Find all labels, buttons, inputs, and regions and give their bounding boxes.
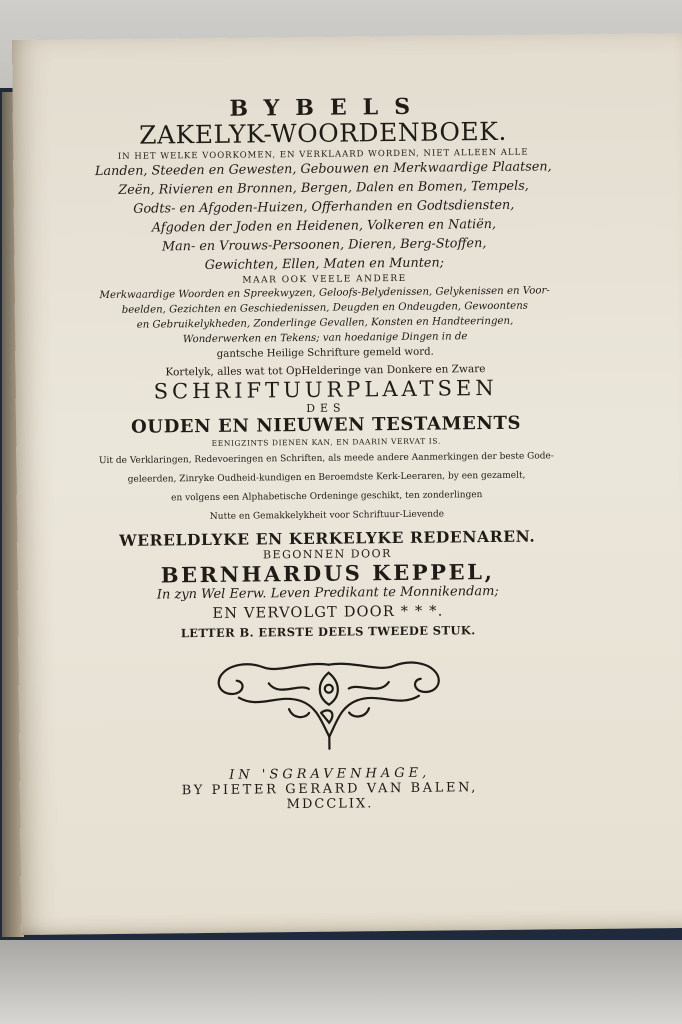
title-bybels: BYBELS	[229, 93, 427, 122]
author-title: In zyn Wel Eerw. Leven Predikant te Monnikendam;	[156, 583, 499, 603]
sources-line-2: geleerden, Zinryke Oudheid-kundigen en Beroemdste Kerk-Leeraren, by een gezamelt,	[127, 470, 526, 485]
imprint-year: MDCCLIX.	[286, 796, 374, 813]
background-table	[0, 940, 682, 1024]
subject-line-4: Afgoden der Joden en Heidenen, Volkeren en Natiën,	[151, 216, 497, 236]
sources-line-4: Nutte en Gemakkelykheit voor Schriftuur-Lievende	[209, 509, 445, 522]
author-name: BERNHARDUS KEPPEL,	[160, 558, 495, 588]
words-line-2: beelden, Gezichten en Geschiedenissen, Deugden en Ondeugden, Gewoontens	[121, 300, 529, 316]
vervolgt-line: EN VERVOLGT DOOR * * *.	[212, 603, 444, 622]
begonnen-door-line: BEGONNEN DOOR	[262, 547, 392, 562]
imprint-publisher: BY PIETER GERARD VAN BALEN,	[181, 780, 479, 799]
volume-line: LETTER B. EERSTE DEELS TWEEDE STUK.	[180, 623, 476, 641]
subject-line-1: Landen, Steeden en Gewesten, Gebouwen en Merkwaardige Plaatsen,	[94, 159, 552, 180]
subject-line-3: Godts- en Afgoden-Huizen, Offerhanden en Godtsdiensten,	[133, 197, 515, 217]
des-line: DES	[306, 401, 346, 415]
words-line-5: gantsche Heilige Schrifture gemeld word.	[216, 346, 434, 360]
eenigzints-line: EENIGZINTS DIENEN KAN, EN DAARIN VERVAT IS.	[211, 436, 441, 448]
title-page-text	[33, 92, 620, 815]
words-line-1: Merkwaardige Woorden en Spreekwyzen, Geloofs-Belydenissen, Gelykenissen en Voor-	[99, 285, 550, 302]
sources-line-3: en volgens een Alphabetische Ordeninge geschikt, ten zonderlingen	[171, 490, 483, 504]
subject-line-5: Man- en Vrouws-Persoonen, Dieren, Berg-Stoffen,	[161, 236, 487, 255]
testaments-heading: OUDEN EN NIEUWEN TESTAMENTS	[130, 412, 522, 438]
subject-line-2: Zeën, Rivieren en Bronnen, Bergen, Dalen en Bomen, Tempels,	[118, 178, 529, 198]
imprint-place: IN 'SGRAVENHAGE,	[229, 765, 431, 783]
words-line-4: Wonderwerken en Tekens; van hoedanige Dingen in de	[182, 331, 468, 346]
redenaren-heading: WERELDLYKE EN KERKELYKE REDENAREN.	[119, 526, 536, 550]
subject-line-6: Gewichten, Ellen, Maten en Munten;	[204, 255, 445, 273]
schriftuurplaatsen-heading: SCHRIFTUURPLAATSEN	[153, 375, 498, 404]
kortelyk-line: Kortelyk, alles wat tot OpHelderinge van Donkere en Zware	[165, 363, 486, 379]
subtitle-caps: IN HET WELKE VOORKOMEN, EN VERKLAARD WORDEN, NIET ALLEEN ALLE	[117, 147, 529, 162]
words-line-3: en Gebruikelykheden, Zonderlinge Gevallen, Konsten en Handteeringen,	[136, 315, 514, 331]
engraved-scroll-ornament	[208, 651, 449, 754]
title-page	[12, 33, 682, 935]
title-main: ZAKELYK-WOORDENBOEK.	[139, 116, 507, 150]
sources-line-1: Uit de Verklaringen, Redevoeringen en Schriften, als meede andere Aanmerkingen der beste Gode-	[98, 451, 554, 467]
maar-ook-line: MAAR OOK VEELE ANDERE	[242, 273, 407, 286]
